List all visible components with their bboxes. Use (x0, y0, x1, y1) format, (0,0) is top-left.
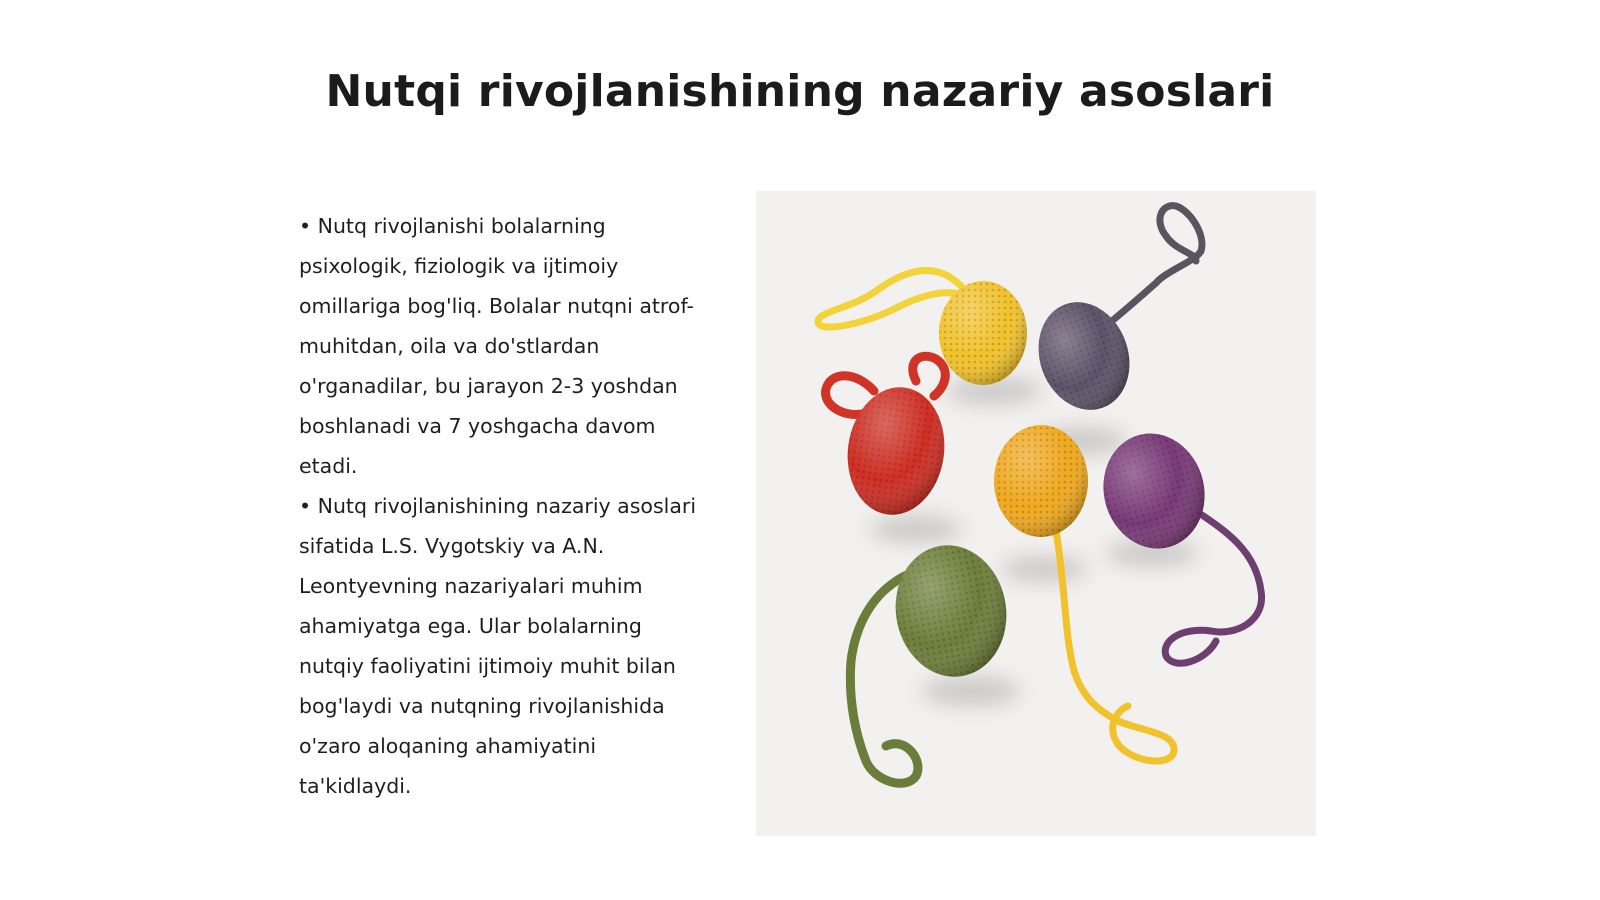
bullet-item: • Nutq rivojlanishining nazariy asoslari sifatida L.S. Vygotskiy va A.N. Leontyevning nazariyalari muhim ahamiyatga ega. Ular bolalarning nutqiy faoliyatini ijtimoiy muhit bilan bog'laydi va nutqning rivojlanishida o'zaro aloqaning ahamiyatini ta'kidlaydi. (299, 494, 697, 798)
bullet-item: • Nutq rivojlanishi bolalarning psixologik, fiziologik va ijtimoiy omillariga bog'liq. Bolalar nutqni atrof-muhitdan, oila va do'stlardan o'rganadilar, bu jarayon 2-3 yoshdan boshlanadi va 7 yoshgacha davom etadi. (299, 214, 694, 478)
slide-image (756, 191, 1316, 836)
slide-body (299, 206, 699, 806)
crochet-balls-illustration (756, 191, 1316, 836)
slide-title: Nutqi rivojlanishining nazariy asoslari (325, 66, 1275, 117)
